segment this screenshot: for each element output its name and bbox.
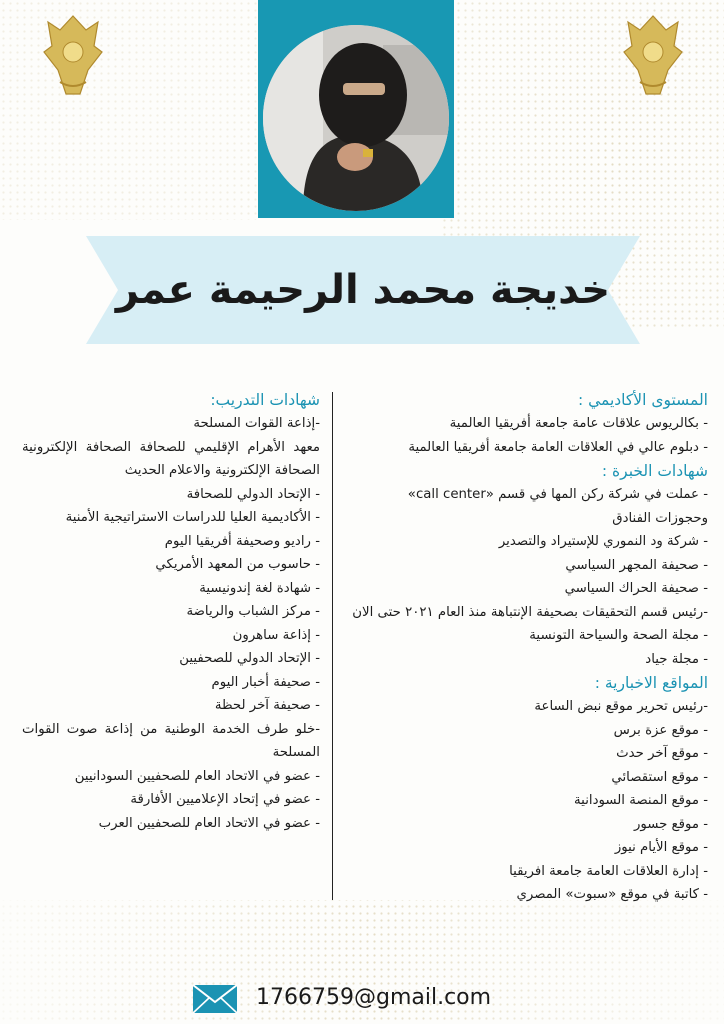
training-item: -خلو طرف الخدمة الوطنية من إذاعة صوت القوات المسلحة (22, 721, 320, 760)
photo-panel (258, 0, 454, 218)
academic-item: - بكالريوس علاقات عامة جامعة أفريقيا العالمية (449, 416, 708, 431)
column-divider (332, 392, 333, 900)
news-item: - موقع عزة برس (613, 722, 708, 738)
training-item: - عضو في الاتحاد العام للصحفيين العرب (98, 815, 320, 831)
news-item: - موقع استقصائي (611, 769, 708, 785)
mail-icon (192, 984, 238, 1014)
training-item: - عضو في الاتحاد العام للصحفيين السودانيين (74, 768, 320, 784)
news-item: - كاتبة في موقع «سبوت» المصري (516, 887, 708, 902)
experience-item: - صحيفة المجهر السياسي (565, 557, 708, 573)
training-item: معهد الأهرام الإقليمي للصحافة الصحافة الإلكترونية الصحافة الإلكترونية والاعلام الحديث (22, 439, 320, 478)
training-item: - إذاعة ساهرون (232, 627, 320, 643)
experience-item: - عملت في شركة ركن المها في قسم «call center» وحجوزات الفنادق (407, 487, 708, 526)
training-item: - راديو وصحيفة أفريقيا اليوم (164, 533, 320, 549)
news-heading: المواقع الاخبارية : (594, 674, 708, 692)
experience-item: - صحيفة الحراك السياسي (564, 581, 708, 596)
training-item: - الإتحاد الدولي للصحفيين (179, 651, 320, 666)
training-heading: شهادات التدريب: (210, 391, 320, 409)
experience-item: - مجلة جياد (645, 651, 708, 667)
emblem-icon (40, 12, 106, 98)
training-item: -إذاعة القوات المسلحة (193, 416, 320, 431)
news-item: - موقع جسور (633, 816, 708, 832)
training-item: - حاسوب من المعهد الأمريكي (155, 557, 320, 572)
training-item: - الإتحاد الدولي للصحافة (186, 486, 320, 502)
training-item: - صحيفة أخبار اليوم (211, 674, 320, 690)
training-item: - شهادة لغة إندونيسية (199, 580, 320, 596)
training-item: - مركز الشباب والرياضة (186, 604, 320, 619)
experience-item: - مجلة الصحة والسياحة التونسية (529, 628, 708, 643)
news-item: - موقع المنصة السودانية (574, 793, 708, 808)
right-column (352, 388, 708, 907)
news-item: -رئيس تحرير موقع نبض الساعة (534, 699, 708, 714)
academic-item: - دبلوم عالي في العلاقات العامة جامعة أفريقيا العالمية (408, 439, 708, 455)
news-item: - موقع الأيام نيوز (614, 840, 708, 855)
academic-heading: المستوى الأكاديمي : (577, 391, 708, 409)
training-item: - صحيفة آخر لحظة (214, 698, 320, 713)
news-item: - إدارة العلاقات العامة جامعة افريقيا (509, 863, 708, 879)
contact-row (192, 978, 522, 1018)
experience-heading: شهادات الخبرة : (601, 462, 708, 480)
experience-item: - شركة ود النموري للإستيراد والتصدير (498, 534, 708, 549)
profile-photo (263, 25, 449, 211)
email-address[interactable]: 1766759@gmail.com (256, 985, 492, 1010)
left-column (22, 388, 320, 835)
news-item: - موقع آخر حدث (616, 746, 708, 761)
emblem-icon (620, 12, 686, 98)
training-item: - عضو في إتحاد الإعلاميين الأفارقة (130, 792, 320, 807)
person-name: خديجة محمد الرحيمة عمر (115, 267, 611, 313)
experience-item: -رئيس قسم التحقيقات بصحيفة الإنتباهة منذ العام ٢٠٢١ حتى الان (352, 604, 708, 620)
training-item: - الأكاديمية العليا للدراسات الاستراتيجية الأمنية (65, 510, 320, 525)
